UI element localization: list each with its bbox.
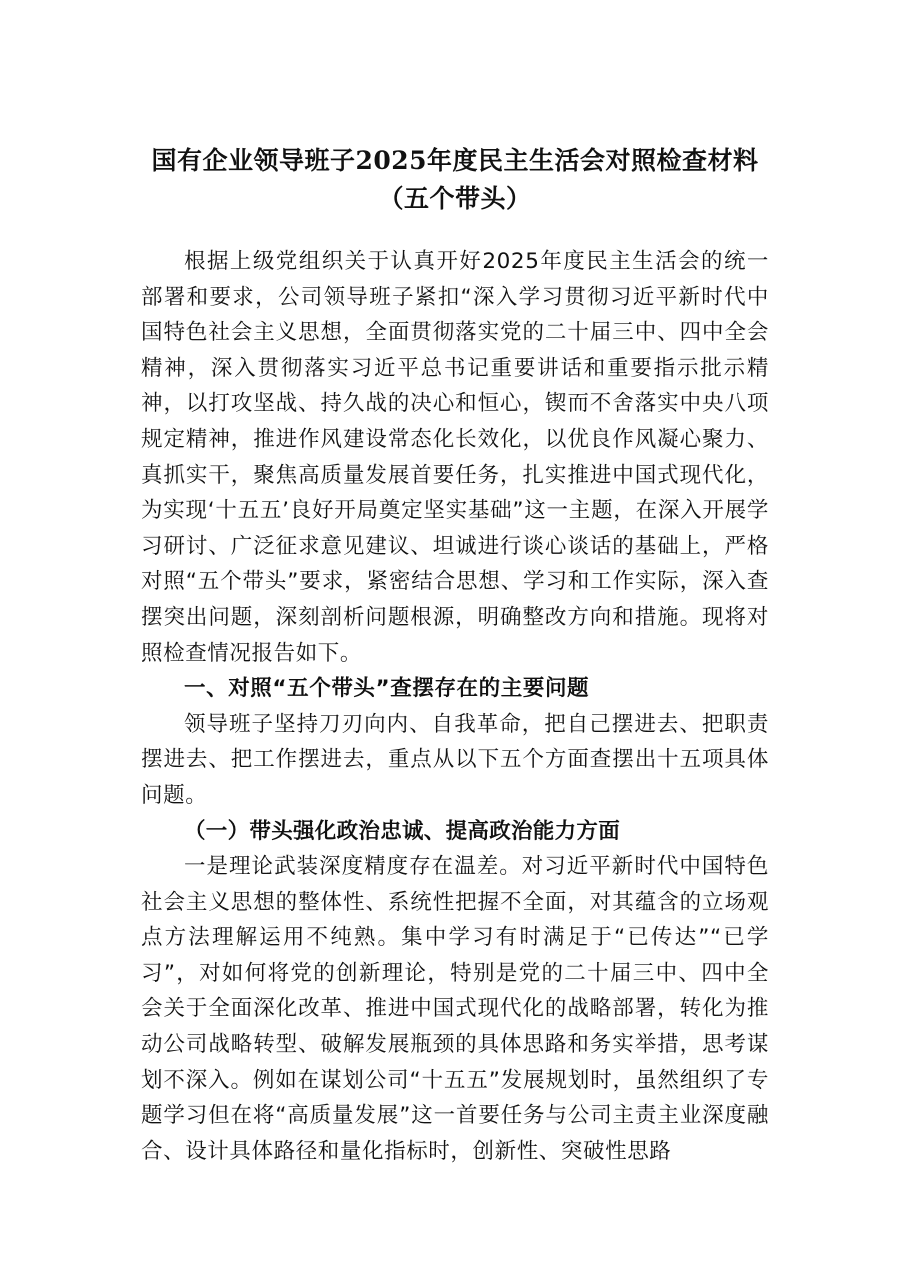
subsection-heading-1: （一）带头强化政治忠诚、提高政治能力方面: [184, 818, 621, 844]
document-body: [141, 244, 769, 1169]
problem-item-1-paragraph: 一是理论武装深度精度存在温差。对习近平新时代中国特色社会主义思想的整体性、系统性把握不全面，对其蕴含的立场观点方法理解运用不纯熟。集中学习有时满足于“已传达”“已学习”，对如何将党的创新理论，特别是党的二十届三中、四中全会关于全面深化改革、推进中国式现代化的战略部署，转化为推动公司战略转型、破解发展瓶颈的具体思路和务实举措，思考谋划不深入。例如在谋划公司“十五五”发展规划时，虽然组织了专题学习但在将“高质量发展”这一首要任务与公司主责主业深度融合、设计具体路径和量化指标时，创新性、突破性思路: [141, 854, 769, 1164]
section-heading-1: 一、对照“五个带头”查摆存在的主要问题: [184, 676, 590, 702]
document-title: 国有企业领导班子2025年度民主生活会对照检查材料（五个带头）: [151, 146, 759, 213]
section-1-intro-paragraph: 领导班子坚持刀刃向内、自我革命，把自己摆进去、把职责摆进去、把工作摆进去，重点从以下五个方面查摆出十五项具体问题。: [141, 711, 769, 808]
intro-paragraph: 根据上级党组织关于认真开好2025年度民主生活会的统一部署和要求，公司领导班子紧扣“深入学习贯彻习近平新时代中国特色社会主义思想，全面贯彻落实党的二十届三中、四中全会精神，深入贯彻落实习近平总书记重要讲话和重要指示批示精神，以打攻坚战、持久战的决心和恒心，锲而不舍落实中央八项规定精神，推进作风建设常态化长效化，以优良作风凝心聚力、真抓实干，聚焦高质量发展首要任务，扎实推进中国式现代化，为实现‘十五五’良好开局奠定坚实基础”这一主题，在深入开展学习研讨、广泛征求意见建议、坦诚进行谈心谈话的基础上，严格对照“五个带头”要求，紧密结合思想、学习和工作实际，深入查摆突出问题，深刻剖析问题根源，明确整改方向和措施。现将对照检查情况报告如下。: [141, 249, 769, 666]
